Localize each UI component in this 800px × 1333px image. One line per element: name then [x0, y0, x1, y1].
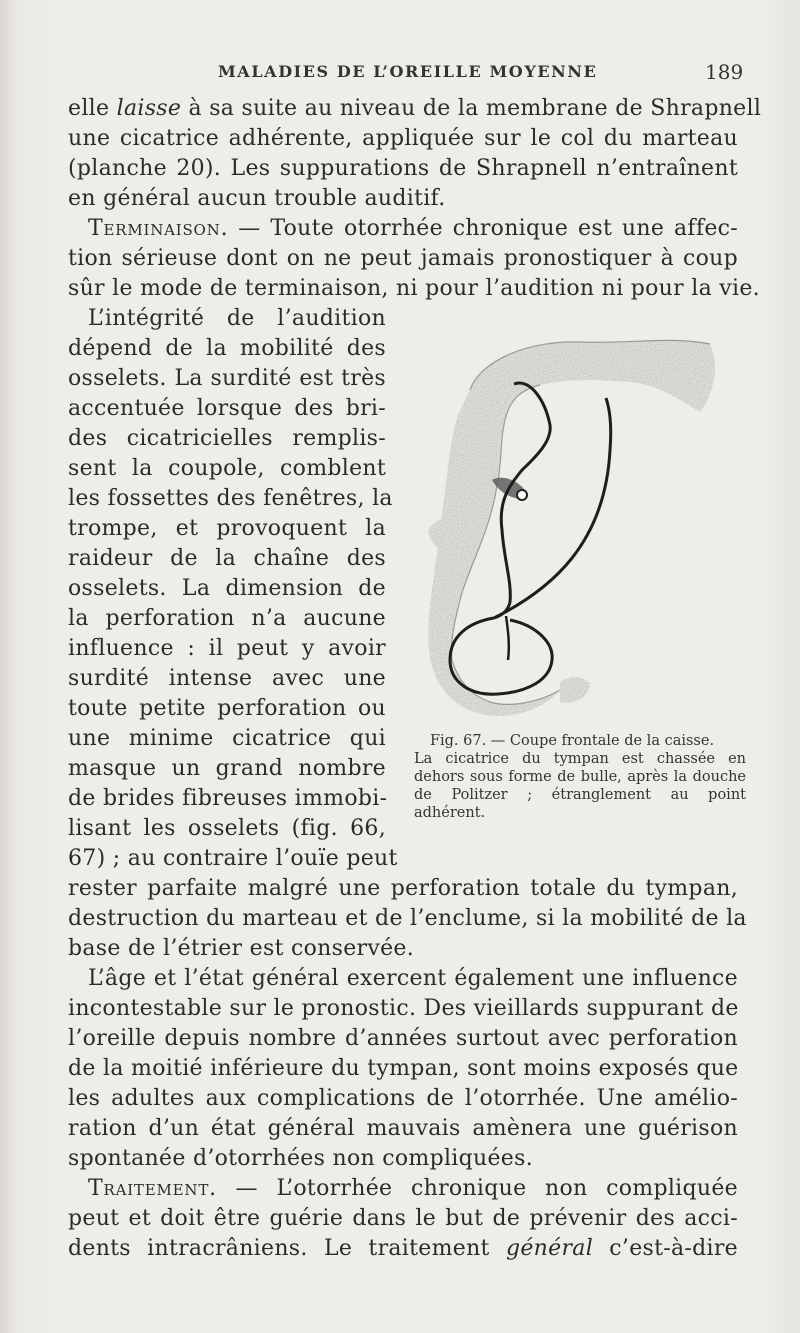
text-line: la perforation n’a aucune — [68, 606, 386, 631]
text-line: une minime cicatrice qui — [68, 726, 386, 751]
text-line: incontestable sur le pronostic. Des vieillards suppurant de — [68, 996, 739, 1021]
text-line: trompe, et provoquent la — [68, 516, 386, 541]
adherent-point — [506, 616, 509, 660]
figure-67-illustration — [410, 330, 740, 722]
text-line: L’âge et l’état général exercent également une influence — [88, 966, 738, 991]
text-line: peut et doit être guérie dans le but de prévenir des acci- — [68, 1206, 738, 1231]
ossicle-tip — [517, 490, 527, 500]
text-line: rester parfaite malgré une perforation totale du tympan, — [68, 876, 738, 901]
section-traitement: Traitement. — L’otorrhée chronique non compliquée — [88, 1176, 738, 1201]
text-line: dents intracrâniens. Le traitement général c’est-à-dire — [68, 1236, 738, 1261]
running-title: MALADIES DE L’OREILLE MOYENNE — [218, 62, 598, 81]
text-line: spontanée d’otorrhées non compliquées. — [68, 1146, 534, 1171]
text-line: tion sérieuse dont on ne peut jamais pronostiquer à coup — [68, 246, 738, 271]
text-line: dépend de la mobilité des — [68, 336, 386, 361]
text-line: base de l’étrier est conservée. — [68, 936, 415, 961]
text-line: une cicatrice adhérente, appliquée sur le col du marteau — [68, 126, 738, 151]
figure-caption — [398, 732, 746, 822]
tympanic-membrane-lower — [450, 618, 552, 694]
text-line: surdité intense avec une — [68, 666, 386, 691]
text-line: elle laisse à sa suite au niveau de la membrane de Shrapnell — [68, 96, 762, 121]
text-line: (planche 20). Les suppurations de Shrapnell n’entraînent — [68, 156, 738, 181]
text-line: osselets. La dimension de — [68, 576, 386, 601]
text-line: accentuée lorsque des bri- — [68, 396, 386, 421]
text-line: influence : il peut y avoir — [68, 636, 386, 661]
caption-body: La cicatrice du tympan est chassée en dehors sous forme de bulle, après la douche de Politzer ; étranglement au point adhérent. — [414, 751, 746, 821]
text-line: lisant les osselets (fig. 66, — [68, 816, 386, 841]
text-line: sent la coupole, comblent — [68, 456, 386, 481]
text-line: toute petite perforation ou — [68, 696, 386, 721]
page-header — [0, 58, 800, 88]
tympanic-scar-bubble — [494, 383, 611, 618]
text-line: des cicatricielles remplis- — [68, 426, 386, 451]
text-line: sûr le mode de terminaison, ni pour l’audition ni pour la vie. — [68, 276, 760, 301]
text-line: destruction du marteau et de l’enclume, si la mobilité de la — [68, 906, 747, 931]
caption-title: Fig. 67. — Coupe frontale de la caisse. — [429, 733, 715, 749]
text-line: les fossettes des fenêtres, la — [68, 486, 393, 511]
section-heading: Traitement. — [88, 1176, 217, 1201]
text-line: l’oreille depuis nombre d’années surtout avec perforation — [68, 1026, 738, 1051]
text-line: raideur de la chaîne des — [68, 546, 386, 571]
text-line: 67) ; au contraire l’ouïe peut — [68, 846, 398, 871]
text-line: masque un grand nombre — [68, 756, 386, 781]
text-line: L’intégrité de l’audition — [88, 306, 386, 331]
bone-stippling — [428, 340, 715, 716]
section-heading: Terminaison. — [88, 216, 229, 241]
text-line: osselets. La surdité est très — [68, 366, 386, 391]
text-line: de la moitié inférieure du tympan, sont moins exposés que — [68, 1056, 739, 1081]
text-line: en général aucun trouble auditif. — [68, 186, 446, 211]
text-line: de brides fibreuses immobi- — [68, 786, 388, 811]
text-line: les adultes aux complications de l’otorrhée. Une amélio- — [68, 1086, 738, 1111]
text-line: ration d’un état général mauvais amènera une guérison — [68, 1116, 738, 1141]
page-number: 189 — [705, 60, 744, 84]
section-terminaison: Terminaison. — Toute otorrhée chronique est une affec- — [88, 216, 738, 241]
